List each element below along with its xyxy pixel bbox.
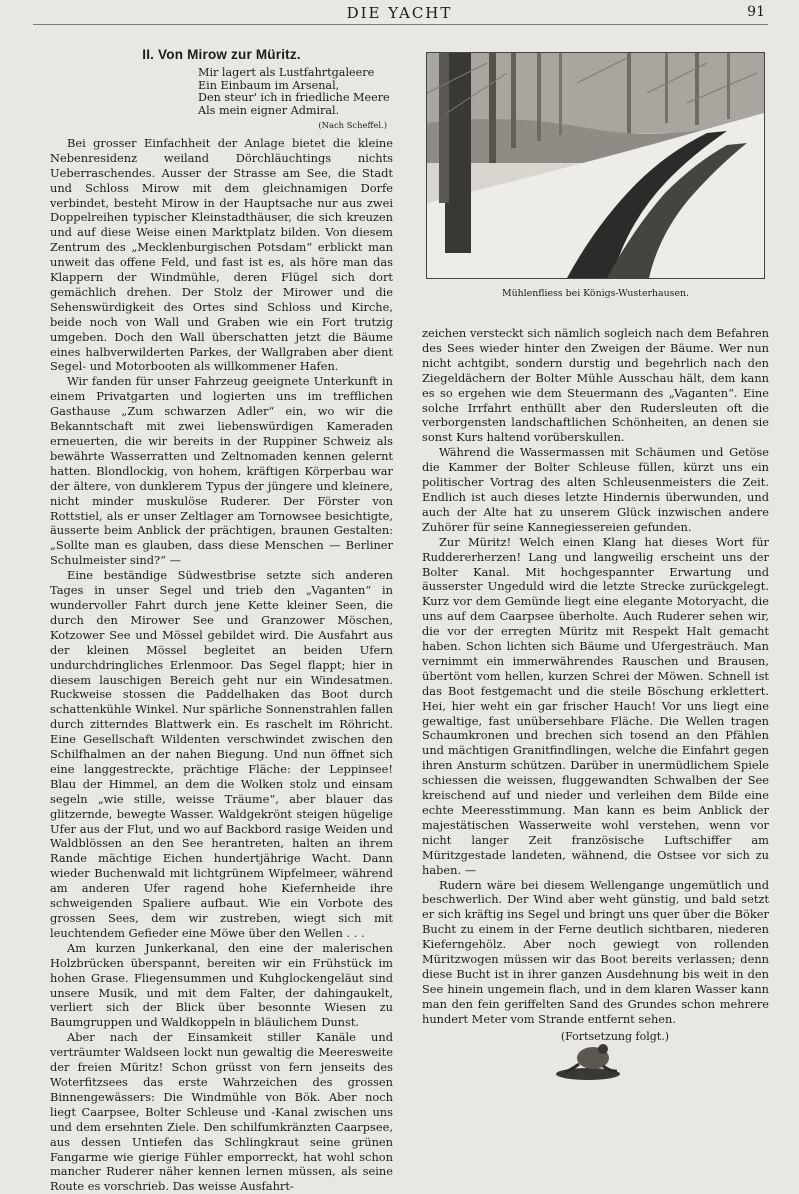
body-paragraph: Am kurzen Junkerkanal, den eine der malerischen Holzbrücken überspannt, bereiten wir ein Frühstück im hohen Grase. Fliegensummen und Kuhglockengeläut sind unsere Musik, und mit dem Falter, der dahingaukelt, verliert sich der Blick über besonnte Wiesen zu Baumgruppen und Waldkoppeln in bläulichem Dunst. (50, 940, 393, 1030)
body-paragraph: zeichen versteckt sich nämlich sogleich nach dem Befahren des Sees wieder hinter den Zweigen der Bäume. Wer nun nicht achtgibt, sondern durstig und begehrlich nach den Ziegeldächern der Bolter Mühle Ausschau hält, dem kann es so ergehen wie dem Steuermann des „Vaganten“. Eine solche Irrfahrt enthüllt aber den Rudersleuten oft die verborgensten landschaftlichen Schönheiten, an denen sie sonst Kurs haltend vorüberskullen. (422, 326, 769, 445)
frog-ornament-icon (553, 1036, 623, 1086)
left-column (50, 48, 393, 1194)
body-paragraph: Während die Wassermassen mit Schäumen und Getöse die Kammer der Bolter Schleuse füllen, kürzt uns ein politischer Vortrag des alten Schleusenmeisters die Zeit. Endlich ist auch dieses letzte Hindernis überwunden, und auch der Alte hat zu unserem Glück inzwischen andere Zuhörer für seine Kannegiessereien gefunden. (422, 445, 769, 534)
photo-caption: Mühlenfliess bei Königs-Wusterhausen. (501, 288, 690, 299)
motto (198, 67, 393, 132)
body-paragraph: Zur Müritz! Welch einen Klang hat dieses Wort für Ruddererherzen! Lang und langweilig erscheint uns der Bolter Kanal. Mit hochgespannter Erwartung und äusserster Ungeduld wird die letzte Strecke zurückgelegt. Kurz vor dem Gemünde liegt eine elegante Motoryacht, die uns auf dem Caarpsee überholte. Auch Ruderer sehen wir, die vor der erregten Müritz mit Respekt Halt gemacht haben. Schon lichten sich Bäume und Ufergesträuch. Man vernimmt ein immerwährendes Rauschen und Brausen, übertönt vom hellen, kurzen Schrei der Möwen. Schnell ist das Boot festgemacht und die steile Böschung erklettert. Hei, hier weht ein gar frischer Hauch! Vor uns liegt eine gewaltige, fast unübersehbare Fläche. Die Wellen tragen Schaumkronen und brechen sich tosend an den Pfählen und mächtigen Granitfindlingen, welche die Einfahrt gegen ihren Ansturm schützen. Darüber in unermüdlichem Spiele schiessen die weissen, fluggewandten Schwalben der See kreischend auf und nieder und verleihen dem Bilde eine echte Meeresstimmung. Man kann es beim Anblick der majestätischen Wasserweite wohl verstehen, wenn vor nicht langer Zeit französische Luftschiffer am Müritzgestade landeten, wähnend, die Ostsee vor sich zu haben. — (422, 534, 769, 877)
winter-stream-photo (426, 52, 765, 279)
body-paragraph: Eine beständige Südwestbrise setzte sich anderen Tages in unser Segel und trieb den „Vaganten“ in wundervoller Fahrt durch jene Kette kleiner Seen, die durch den Mirower See und Granzower Möschen, Kotzower See und Mössel gebildet wird. Die Ausfahrt aus der kleinen Mössel begleitet an beiden Ufern undurchdringliches Erlenmoor. Das Segel flappt; hier in diesem lauschigen Bereich geht nur ein Windesatmen. Ruckweise stossen die Paddelhaken das Boot durch schattenkühle Winkel. Nur spärliche Sonnenstrahlen fallen durch zitterndes Blattwerk ein. Es raschelt im Röhricht. Eine Gesellschaft Wildenten verschwindet zwischen den Schilfhalmen an der nahen Biegung. Und nun öffnet sich eine langgestreckte, prächtige Fläche: der Leppinsee! Blau der Himmel, an dem die Wolken stolz und einsam segeln „wie stille, weisse Träume“, aber blauer das glitzernde, bewegte Wasser. Waldgekrönt steigen hügelige Ufer aus der Flut, und wo auf Backbord rasige Weiden und Waldblössen an den See herantreten, halten an ihrem Rande mächtige Eichen hundertjährige Wacht. Dann wieder Buchenwald mit lichtgrünem Wipfelmeer, während am anderen Ufer ragend hohe Kiefernheide ihre schweigenden Spaliere aufbaut. Wie ein Vorbote des grossen Sees, dem wir zustreben, wiegt sich mit leuchtendem Gefieder eine Möwe über den Wellen . . . (50, 568, 393, 940)
continuation-note: (Fortsetzung folgt.) (560, 1029, 669, 1043)
page-number: 91 (747, 4, 765, 20)
body-paragraph: Bei grosser Einfachheit der Anlage bietet die kleine Nebenresidenz weiland Dörchläuchtings nichts Ueberraschendes. Ausser der Strasse am See, die Stadt und Schloss Mirow mit dem gleichnamigen Dorfe verbindet, besteht Mirow in der Hauptsache nur aus zwei Doppelreihen typischer Kleinstadthäuser, die sich kreuzen und auf diese Weise einen Marktplatz bilden. Von diesem Zentrum des „Mecklenburgischen Potsdam“ erblickt man unweit das offene Feld, und fast ist es, als höre man das Klappern der Windmühle, deren Flügel sich dort gemächlich drehen. Der Stolz der Mirower und die Sehenswürdigkeit des Ortes sind Schloss und Kirche, beide noch von Wall und Graben wie ein Fort trutzig umgeben. Doch den Wall überschatten jetzt die Bäume eines halbverwilderten Parkes, der Wallgraben aber dient Segel- und Motorbooten als willkommener Hafen. (50, 135, 393, 374)
body-paragraph: Wir fanden für unser Fahrzeug geeignete Unterkunft in einem Privatgarten und logierten uns im trefflichen Gasthause „Zum schwarzen Adler“ ein, wo wir die Bekanntschaft mit zwei liebenswürdigen Kameraden erneuerten, die wir bereits in der Ruppiner Schweiz als bewährte Wasserratten und Zeltnomaden kennen gelernt hatten. Blondlockig, von hohem, kräftigen Körperbau war der ältere, von dunklerem Typus der jüngere und kleinere, nicht minder muskulöse Ruderer. Der Förster von Rottstiel, als er unser Zeltlager am Tornowsee besichtigte, äusserte beim Anblick der prächtigen, braunen Gestalten: „Sollte man es glauben, dass diese Menschen — Berliner Schulmeister sind?“ — (50, 374, 393, 568)
body-paragraph: Rudern wäre bei diesem Wellengange ungemütlich und beschwerlich. Der Wind aber weht günstig, und bald setzt er sich kräftig ins Segel und bringt uns quer über die Böker Bucht zu einem in der Ferne deutlich sichtbaren, niederen Kieferngehölz. Aber noch gewiegt von rollenden Müritzwogen müssen wir das Boot bereits verlassen; denn diese Bucht ist in ihrer ganzen Ausdehnung bis weit in den See hinein ungemein flach, und in dem klaren Wasser kann man den fein geriffelten Sand des Grundes schon mehrere hundert Meter vom Strande entfernt sehen. (422, 877, 769, 1026)
motto-line: Mir lagert als Lustfahrtgaleere (198, 65, 375, 79)
running-head: DIE YACHT (346, 4, 453, 22)
motto-line: Als mein eigner Admiral. (198, 103, 340, 117)
right-column (422, 326, 769, 1045)
header-rule (33, 24, 768, 25)
body-paragraph: Aber nach der Einsamkeit stiller Kanäle und verträumter Waldseen lockt nun gewaltig die Meeresweite der freien Müritz! Schon grüsst von fern jenseits des Woterfitzsees das erste Wahrzeichen des grossen Binnengewässers: Die Windmühle von Bök. Aber noch liegt Caarpsee, Bolter Schleuse und -Kanal zwischen uns und dem ersehnten Ziele. Den schilfumkränzten Caarpsee, aus dessen Untiefen das Schlingkraut seine grünen Fangarme wie gierige Fühler emporreckt, hat wohl schon mancher Ruderer näher kennen lernen müssen, als seine Route es vorschrieb. Das weisse Ausfahrt- (50, 1030, 393, 1194)
motto-source: (Nach Scheffel.) (318, 120, 387, 131)
section-title: II. Von Mirow zur Müritz. (142, 47, 301, 62)
motto-line: Den steur' ich in friedliche Meere (198, 91, 390, 105)
motto-line: Ein Einbaum im Arsenal, (198, 78, 340, 92)
